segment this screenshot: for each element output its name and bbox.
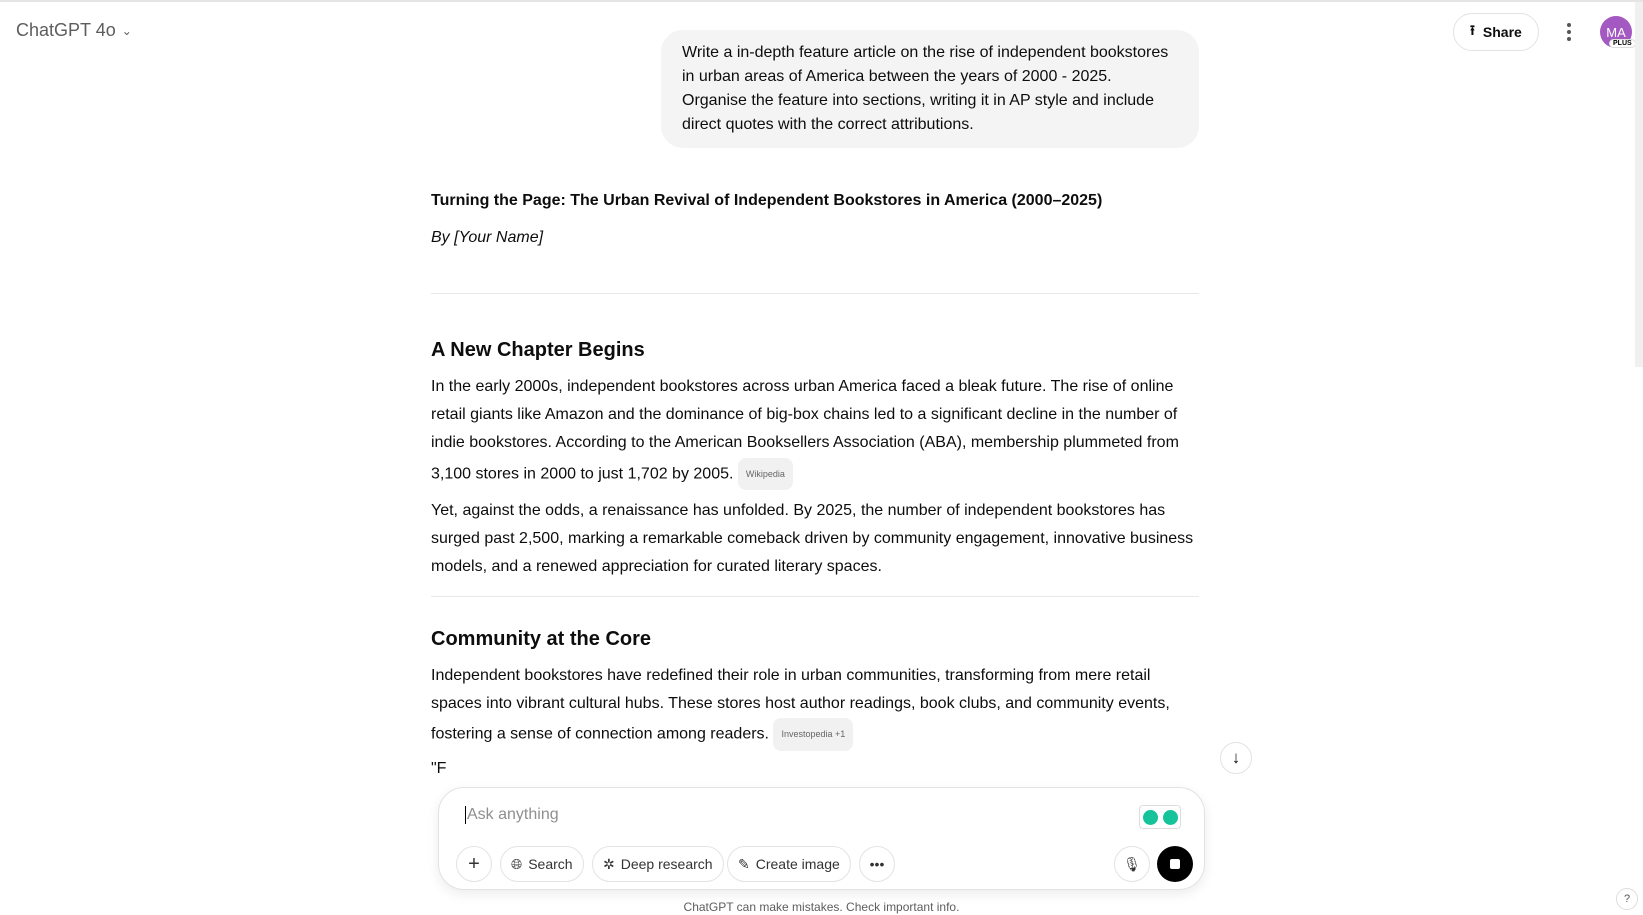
help-button[interactable]: ? [1616,888,1638,910]
share-button[interactable]: ⭱ Share [1453,13,1539,51]
create-image-button[interactable]: ✎ Create image [727,846,851,882]
citation-badge[interactable]: Investopedia +1 [773,718,853,750]
microphone-icon[interactable]: 🎙︎ [1114,846,1150,882]
user-message: Write a in-depth feature article on the rise of independent bookstores in urban areas of America between the years of 2000 - 2025. Organise the feature into sections, writing it in AP style and include direct quotes with the correct attributions. [661,30,1199,148]
model-selector[interactable]: ChatGPT 4o ⌄ [16,20,132,40]
stop-button[interactable] [1157,846,1193,882]
paragraph: "F [431,759,447,777]
citation-badge[interactable]: Wikipedia [738,458,793,490]
palette-icon: ✎ [738,855,750,872]
article-title: Turning the Page: The Urban Revival of Independent Bookstores in America (2000–2025) [431,192,1103,209]
section-heading: Community at the Core [431,628,652,650]
byline: By [Your Name] [431,229,544,246]
search-button[interactable]: 🌐︎ Search [500,846,584,882]
add-button[interactable] [456,846,492,882]
more-options-icon[interactable] [1560,18,1578,46]
plan-badge: PLUS [1609,39,1636,48]
paragraph [431,662,1199,751]
composer [438,787,1205,890]
grammarly-icon[interactable] [1139,805,1181,829]
scroll-down-button[interactable] [1220,742,1252,774]
divider [431,293,1199,294]
arrow-down-icon: ↓ [1231,748,1241,767]
deep-research-button[interactable]: ✲ Deep research [592,846,724,882]
chevron-down-icon: ⌄ [121,23,132,38]
divider [431,596,1199,597]
globe-icon: 🌐︎ [511,855,523,872]
plus-icon: + [468,852,480,875]
prompt-input[interactable]: Ask anything [467,806,559,823]
share-icon: ⭱ [1470,22,1475,38]
paragraph [431,373,1199,490]
telescope-icon: ✲ [603,855,615,872]
paragraph: Yet, against the odds, a renaissance has unfolded. By 2025, the number of independent bookstores has surged past 2,500, marking a remarkable comeback driven by community engagement, innovative business models, and a renewed appreciation for curated literary spaces. [431,501,1194,576]
paragraph-text: Independent bookstores have redefined their role in urban communities, transforming from mere retail spaces into vibrant cultural hubs. These stores host author readings, book clubs, and community events, fostering a sense of connection among readers. [431,667,1170,743]
stop-icon [1170,859,1180,869]
scrollbar[interactable] [1635,2,1643,367]
avatar[interactable]: MA [1600,16,1632,48]
more-tools-icon[interactable]: ••• [859,846,895,882]
paragraph-text: In the early 2000s, independent bookstores across urban America faced a bleak future. The rise of online retail giants like Amazon and the dominance of big-box chains led to a significant decline in the number of indie bookstores. According to the American Booksellers Association (ABA), membership plummeted from 3,100 stores in 2000 to just 1,702 by 2005. [431,378,1179,482]
section-heading: A New Chapter Begins [431,339,645,361]
disclaimer: ChatGPT can make mistakes. Check important info. [683,900,960,914]
